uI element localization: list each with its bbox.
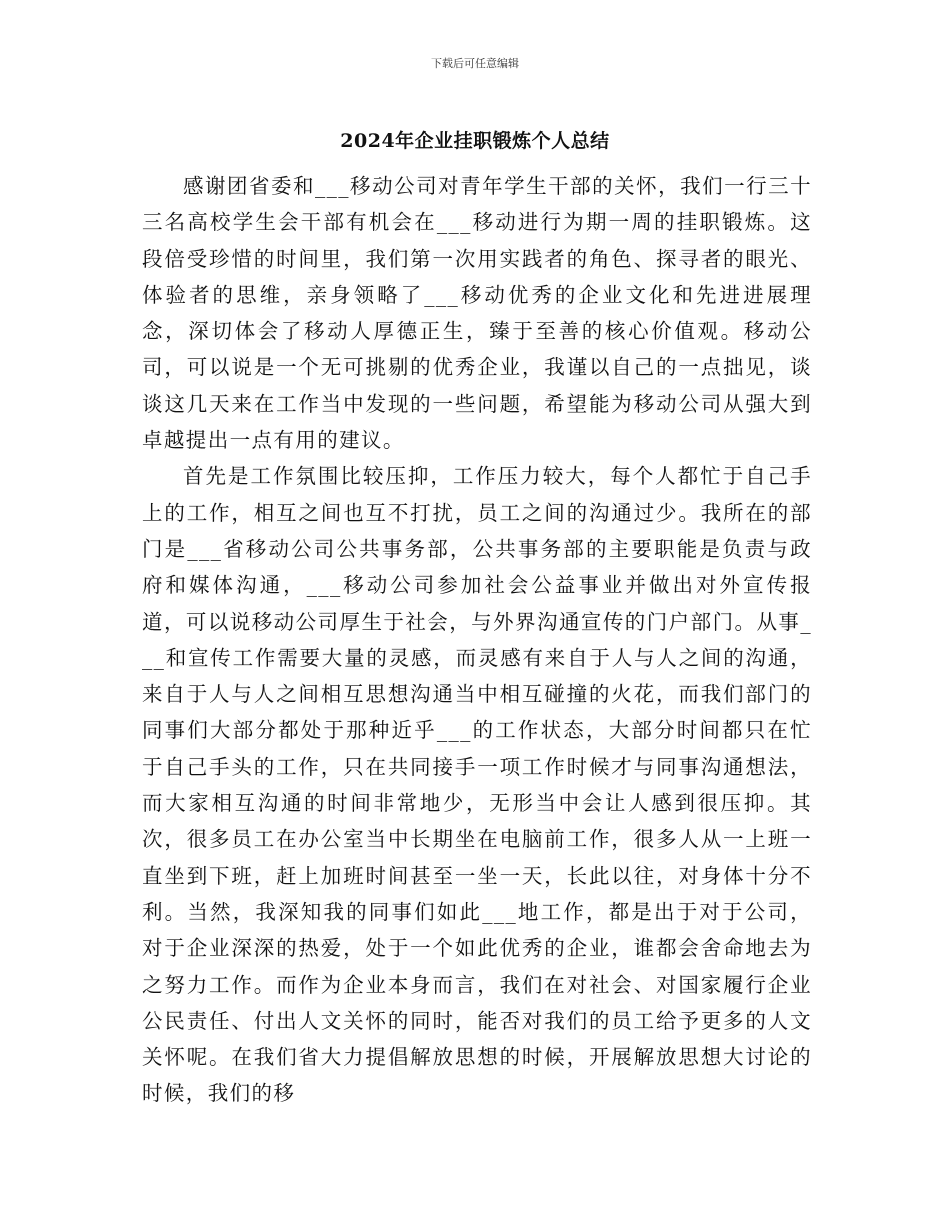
paragraph-2: 首先是工作氛围比较压抑，工作压力较大，每个人都忙于自己手上的工作，相互之间也互不打扰，员工之间的沟通过少。我所在的部门是___省移动公司公共事务部，公共事务部的主要职能是负责与政府和媒体沟通，___移动公司参加社会公益事业并做出对外宣传报道，可以说移动公司厚生于社会，与外界沟通宣传的门户部门。从事___和宣传工作需要大量的灵感，而灵感有来自于人与人之间的沟通，来自于人与人之间相互思想沟通当中相互碰撞的火花，而我们部门的同事们大部分都处于那种近乎___的工作状态，大部分时间都只在忙于自己手头的工作，只在共同接手一项工作时候才与同事沟通想法，而大家相互沟通的时间非常地少，无形当中会让人感到很压抑。其次，很多员工在办公室当中长期坐在电脑前工作，很多人从一上班一直坐到下班，赶上加班时间甚至一坐一天，长此以往，对身体十分不利。当然，我深知我的同事们如此___地工作，都是出于对于公司，对于企业深深的热爱，处于一个如此优秀的企业，谁都会舍命地去为之努力工作。而作为企业本身而言，我们在对社会、对国家履行企业公民责任、付出人文关怀的同时，能否对我们的员工给予更多的人文关怀呢。在我们省大力提倡解放思想的时候，开展解放思想大讨论的时候，我们的移 bbox=[142, 464, 812, 1106]
document-title: 2024年企业挂职锻炼个人总结 bbox=[340, 130, 610, 152]
paragraph-1: 感谢团省委和___移动公司对青年学生干部的关怀，我们一行三十三名高校学生会干部有机会在___移动进行为期一周的挂职锻炼。这段倍受珍惜的时间里，我们第一次用实践者的角色、探寻者的眼光、体验者的思维，亲身领略了___移动优秀的企业文化和先进进展理念，深切体会了移动人厚德正生，臻于至善的核心价值观。移动公司，可以说是一个无可挑剔的优秀企业，我谨以自己的一点拙见，谈谈这几天来在工作当中发现的一些问题，希望能为移动公司从强大到卓越提出一点有用的建议。 bbox=[142, 174, 812, 453]
header-note: 下载后可任意编辑 bbox=[431, 57, 519, 70]
document-body bbox=[142, 168, 812, 1112]
